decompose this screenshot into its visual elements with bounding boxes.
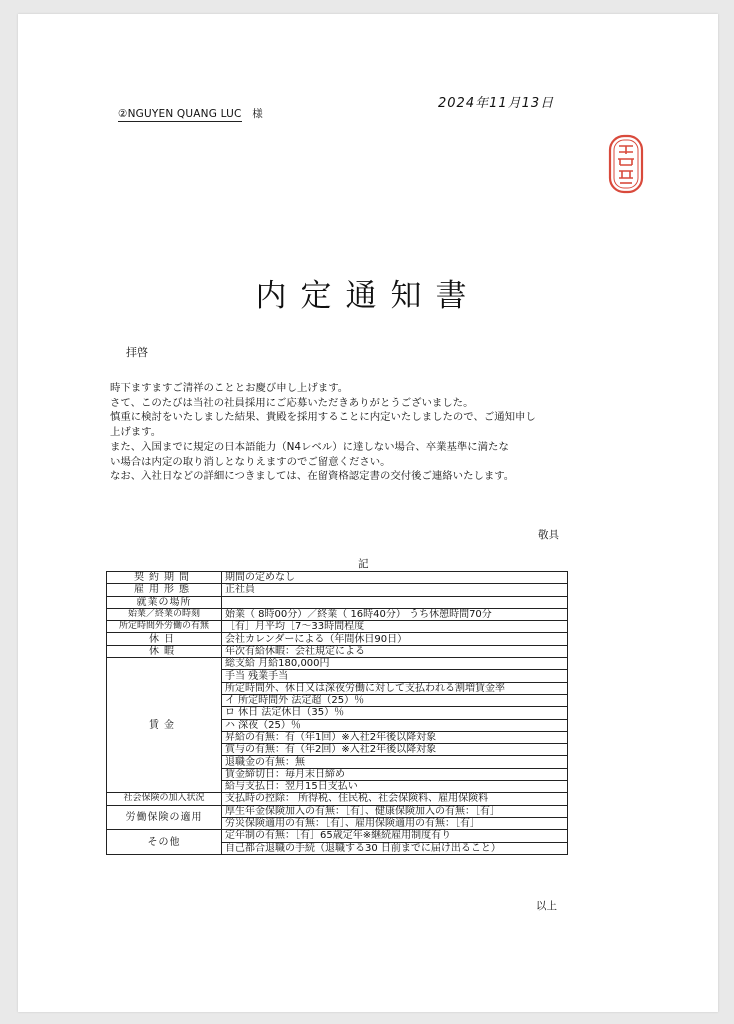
recipient-name: ②NGUYEN QUANG LUC — [118, 108, 242, 120]
body-line: 時下ますますご清祥のこととお慶び申し上げます。 — [110, 382, 349, 394]
row-value: 定年制の有無：［有］65歳定年※継続雇用制度有り — [222, 830, 568, 842]
row-label: 契約期間 — [107, 572, 222, 584]
row-label: その他 — [107, 830, 222, 855]
company-seal-stamp — [604, 132, 648, 196]
body-line: また、入国までに規定の日本語能力（N4レベル）に達しない場合、卒業基準に満たな — [110, 440, 509, 453]
row-value: 年次有給休暇：会社規定による — [222, 645, 568, 657]
body-line: 上げます。 — [110, 426, 162, 439]
offer-letter-page — [18, 14, 718, 1012]
table-row — [107, 793, 568, 805]
row-label: 賃金 — [107, 658, 222, 793]
body-line: なお、入社日などの詳細につきましては、在留資格認定書の交付後ご連絡いたします。 — [110, 470, 515, 483]
row-label: 社会保険の加入状況 — [107, 793, 222, 805]
wage-line: 賃金締切日：毎月末日締め — [222, 768, 568, 780]
employment-terms-table — [106, 571, 568, 855]
row-label: 就業の場所 — [107, 596, 222, 608]
row-value: 始業（ 8時00分）／終業（ 16時40分） うち休憩時間70分 — [222, 608, 568, 620]
body-line: い場合は内定の取り消しとなりえますのでご留意ください。 — [110, 455, 391, 468]
wage-line: 給与支払日：翌月15日支払い — [222, 781, 568, 793]
row-value: 自己都合退職の手続（退職する30 日前までに届け出ること） — [222, 842, 568, 854]
row-value: 会社カレンダーによる（年間休日90日） — [222, 633, 568, 645]
row-value: 正社員 — [222, 584, 568, 596]
wage-line: ロ 休日 法定休日（35）％ — [222, 707, 568, 719]
greeting: 拝啓 — [126, 346, 148, 359]
body-line: さて、このたびは当社の社員採用にご応募いただきありがとうございました。 — [110, 396, 474, 409]
ki-heading: 記 — [358, 558, 369, 570]
row-label: 労働保険の適用 — [107, 805, 222, 830]
wage-line: 手当 残業手当 — [222, 670, 568, 682]
wage-line: 昇給の有無：有（年1回）※入社2年後以降対象 — [222, 731, 568, 743]
table-row — [107, 584, 568, 596]
table-row — [107, 621, 568, 633]
row-label: 休暇 — [107, 645, 222, 657]
row-value: 労災保険適用の有無：［有］、雇用保険適用の有無：［有］ — [222, 817, 568, 829]
table-row — [107, 572, 568, 584]
table-row — [107, 658, 568, 670]
row-value: 期間の定めなし — [222, 572, 568, 584]
wage-line: 賞与の有無：有（年2回）※入社2年後以降対象 — [222, 744, 568, 756]
table-row — [107, 830, 568, 842]
document-title: 内定通知書 — [255, 278, 481, 314]
issue-date: 2024年11月13日 — [438, 96, 555, 111]
row-label: 雇用形態 — [107, 584, 222, 596]
recipient-honorific: 様 — [252, 108, 263, 120]
wage-line: イ 所定時間外 法定超（25）％ — [222, 694, 568, 706]
row-value: ［有］月平均［7～33時間程度 — [222, 621, 568, 633]
end-mark: 以上 — [536, 900, 557, 912]
wage-line: 総支給 月給180,000円 — [222, 658, 568, 670]
wage-line: 所定時間外、休日又は深夜労働に対して支払われる割増賃金率 — [222, 682, 568, 694]
row-value — [222, 596, 568, 608]
row-label: 所定時間外労働の有無 — [107, 621, 222, 633]
recipient-line — [118, 106, 263, 121]
table-row — [107, 805, 568, 817]
row-value: 支払時の控除： 所得税、住民税、社会保険料、雇用保険料 — [222, 793, 568, 805]
table-row — [107, 645, 568, 657]
letter-body — [110, 381, 580, 484]
table-row — [107, 596, 568, 608]
row-label: 休日 — [107, 633, 222, 645]
body-line: 慎重に検討をいたしました結果、貴殿を採用することに内定いたしましたので、ご通知申し — [110, 411, 536, 424]
wage-line: 退職金の有無：無 — [222, 756, 568, 768]
row-value: 厚生年金保険加入の有無：［有］、健康保険加入の有無：［有］ — [222, 805, 568, 817]
row-label: 始業／終業の時刻 — [107, 608, 222, 620]
wage-line: ハ 深夜（25）％ — [222, 719, 568, 731]
table-row — [107, 633, 568, 645]
table-row — [107, 608, 568, 620]
closing-phrase: 敬具 — [538, 529, 559, 541]
